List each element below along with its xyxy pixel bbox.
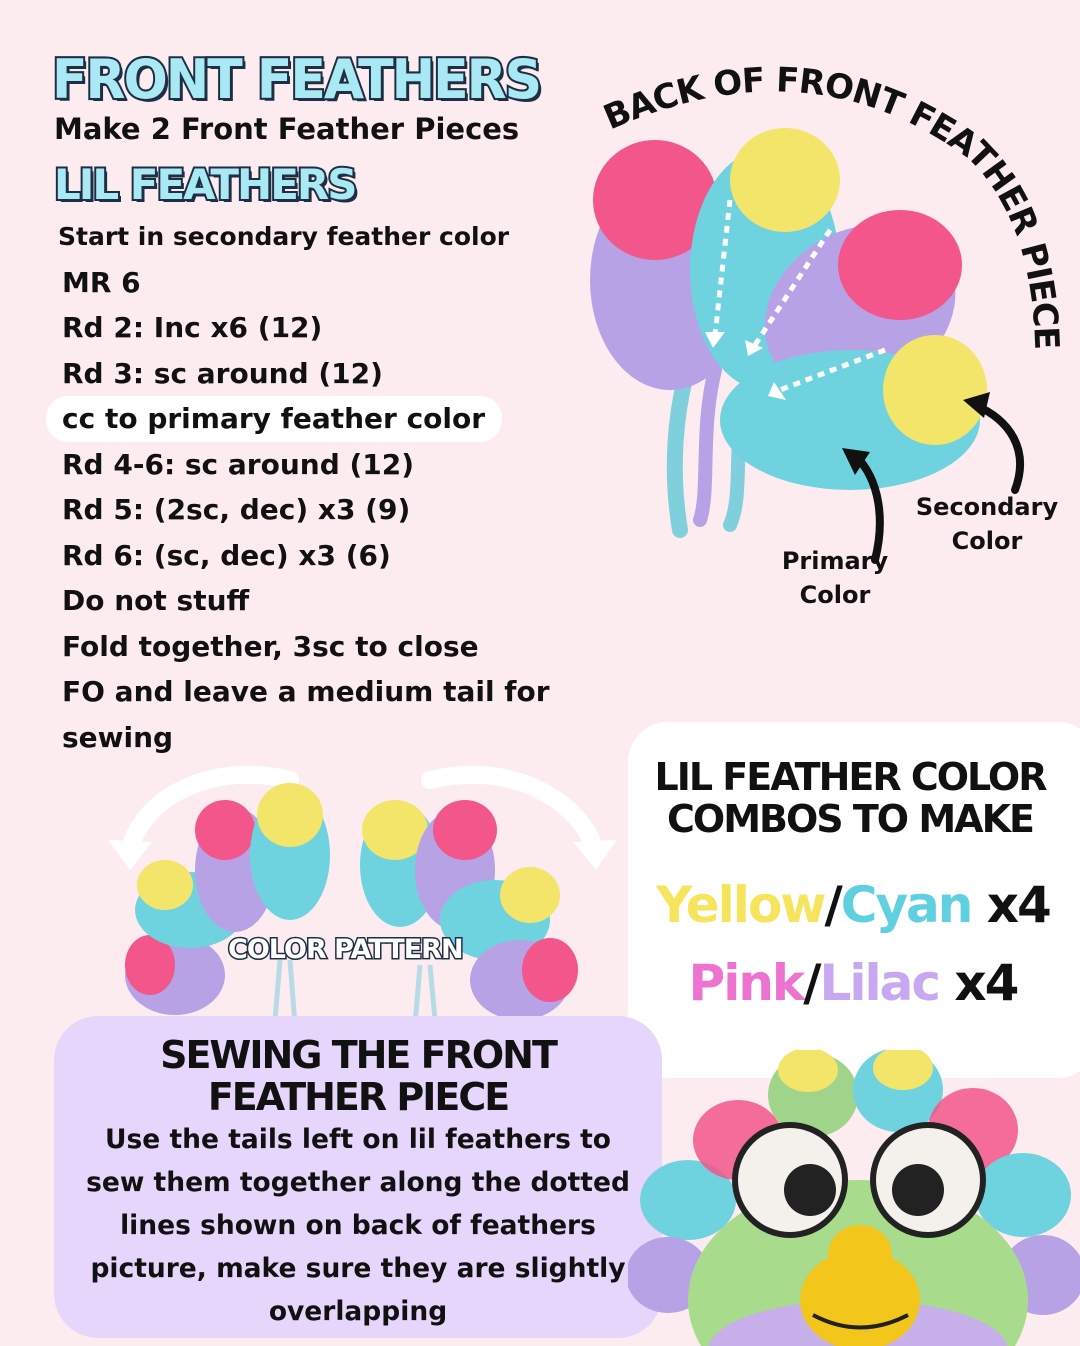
instruction-step: Do not stuff	[62, 584, 250, 617]
sewing-title: SEWING THE FRONT FEATHER PIECE	[160, 1033, 556, 1119]
instruction-list	[56, 214, 556, 760]
instruction-step: Rd 2: Inc x6 (12)	[62, 311, 323, 344]
combo-count: x4	[971, 876, 1050, 934]
sewing-instructions: Use the tails left on lil feathers to sew them together along the dotted lines shown on back of feathers picture, make sure they are slightly overlapping	[86, 1124, 630, 1327]
combo-row: Pink/Lilac x4	[688, 954, 1018, 1012]
combo-row: Yellow/Cyan x4	[656, 876, 1050, 934]
instruction-step-color-change: cc to primary feather color	[46, 396, 502, 442]
feather-piece-right	[360, 800, 578, 1025]
color-pattern-label: COLOR PATTERN	[228, 934, 463, 965]
diagram-arc-title: BACK OF FRONT FEATHER PIECE	[597, 60, 1067, 350]
instruction-step: MR 6	[62, 265, 141, 299]
instruction-step: Start in secondary feather color	[58, 222, 510, 251]
secondary-color-label: Secondary Color	[915, 493, 1059, 555]
instruction-step: Rd 4-6: sc around (12)	[62, 447, 415, 481]
combo-color-lilac: Lilac	[819, 954, 939, 1012]
instruction-step: Rd 3: sc around (12)	[62, 356, 383, 390]
page-title: FRONT FEATHERS	[52, 48, 541, 112]
turkey-amigurumi-image	[628, 1050, 1080, 1346]
instruction-step: Rd 6: (sc, dec) x3 (6)	[62, 538, 391, 572]
instruction-step: Fold together, 3sc to close	[62, 629, 479, 663]
combo-count: x4	[938, 954, 1018, 1012]
instruction-step: Rd 5: (2sc, dec) x3 (9)	[62, 493, 411, 526]
page-subtitle: Make 2 Front Feather Pieces	[54, 112, 520, 146]
combo-color-pink: Pink	[688, 954, 804, 1012]
arrow-icon	[975, 405, 1020, 490]
combo-color-yellow: Yellow	[656, 876, 825, 934]
section-title-lil-feathers: LIL FEATHERS	[54, 160, 356, 209]
combos-title: LIL FEATHER COLOR COMBOS TO MAKE	[654, 755, 1046, 841]
color-pattern-illustration	[100, 760, 640, 1060]
primary-color-label: Primary Color	[781, 547, 889, 609]
instruction-step: FO and leave a medium tail for sewing	[62, 675, 550, 754]
combo-color-cyan: Cyan	[840, 876, 972, 934]
